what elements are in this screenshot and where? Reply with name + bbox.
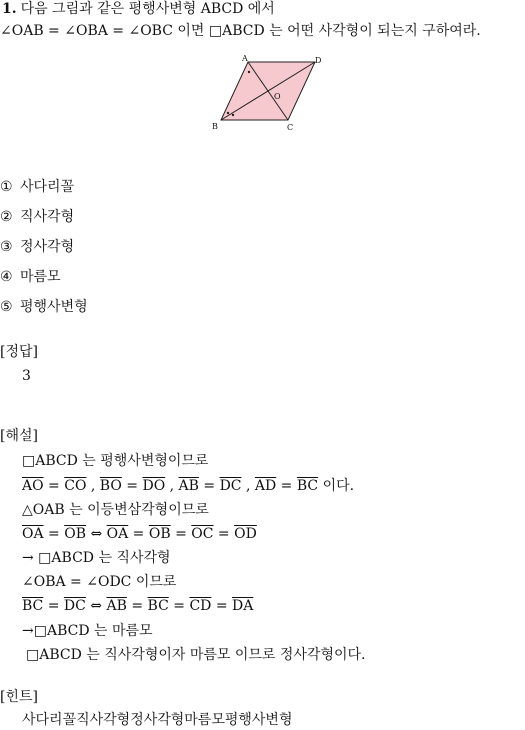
label-d: D	[315, 56, 322, 65]
segment-ab: $\overline{AB}$	[178, 478, 199, 494]
hint-heading: [힌트]	[0, 689, 38, 705]
answer-value: 3	[22, 368, 31, 384]
question-title-text: 다음 그림과 같은 평행사변형 ABCD 에서	[20, 1, 275, 17]
question-text: ∠OAB = ∠OBA = ∠OBC 이면 □ABCD 는 어떤 사각형이 되는지 구하여라.	[0, 23, 481, 39]
explanation-line-4: $\overline{OA} = \overline{OB}$ ⇔ $\overline{OA} = \overline{OB} = \overline{OC} = \overline{OD}$	[22, 526, 257, 542]
explanation-line-9: □ABCD 는 직사각형이자 마름모 이므로 정사각형이다.	[26, 647, 366, 663]
label-b: B	[212, 122, 218, 131]
choice-label: 마름모	[20, 269, 61, 285]
choice-label: 사다리꼴	[20, 179, 75, 195]
answer-heading: [정답]	[0, 344, 38, 360]
explanation-line-6: ∠OBA = ∠ODC 이므로	[22, 574, 177, 590]
explanation-line-2: $\overline{AO} = \overline{CO}$ , $\overline{BO} = \overline{DO}$ , $\overline{AB} = \overline{DC}$ , $\overline{AD} = \overline{BC}$ 이다.	[22, 478, 355, 494]
segment-dc: $\overline{DC}$	[219, 478, 242, 494]
label-c: C	[287, 123, 294, 132]
segment-bo: $\overline{BO}$	[99, 478, 122, 494]
choice-5[interactable]	[0, 298, 88, 316]
choice-number: ⑤	[0, 299, 13, 315]
choice-4[interactable]	[0, 268, 61, 286]
segment-ad: $\overline{AD}$	[254, 478, 277, 494]
choice-3[interactable]	[0, 238, 74, 256]
choice-label: 평행사변형	[20, 299, 88, 315]
label-o: O	[274, 92, 281, 101]
choice-label: 직사각형	[20, 209, 75, 225]
explanation-line-8: →□ABCD 는 마름모	[22, 623, 153, 639]
question-title	[2, 0, 275, 18]
parallelogram-figure	[205, 52, 325, 134]
choice-number: ④	[0, 269, 13, 285]
segment-ao: $\overline{AO}$	[22, 478, 44, 494]
choice-2[interactable]	[0, 208, 74, 226]
explanation-line-3: △OAB 는 이등변삼각형이므로	[22, 502, 209, 518]
segment-bc: $\overline{BC}$	[296, 478, 319, 494]
explanation-line-5: → □ABCD 는 직사각형	[22, 550, 171, 566]
question-number: 1.	[2, 1, 17, 17]
hint-text: 사다리꼴직사각형정사각형마름모평행사변형	[22, 712, 293, 728]
segment-do: $\overline{DO}$	[142, 478, 166, 494]
choice-1[interactable]	[0, 178, 74, 196]
label-a: A	[242, 54, 248, 63]
choice-number: ③	[0, 239, 13, 255]
segment-co: $\overline{CO}$	[64, 478, 87, 494]
choice-label: 정사각형	[20, 239, 75, 255]
explanation-line-1: □ABCD 는 평행사변형이므로	[22, 453, 209, 469]
choice-number: ②	[0, 209, 13, 225]
explanation-heading: [해설]	[0, 428, 38, 444]
choice-number: ①	[0, 179, 13, 195]
explanation-line-7: $\overline{BC} = \overline{DC}$ ⇔ $\overline{AB} = \overline{BC} = \overline{CD} = \overline{DA}$	[22, 598, 254, 614]
